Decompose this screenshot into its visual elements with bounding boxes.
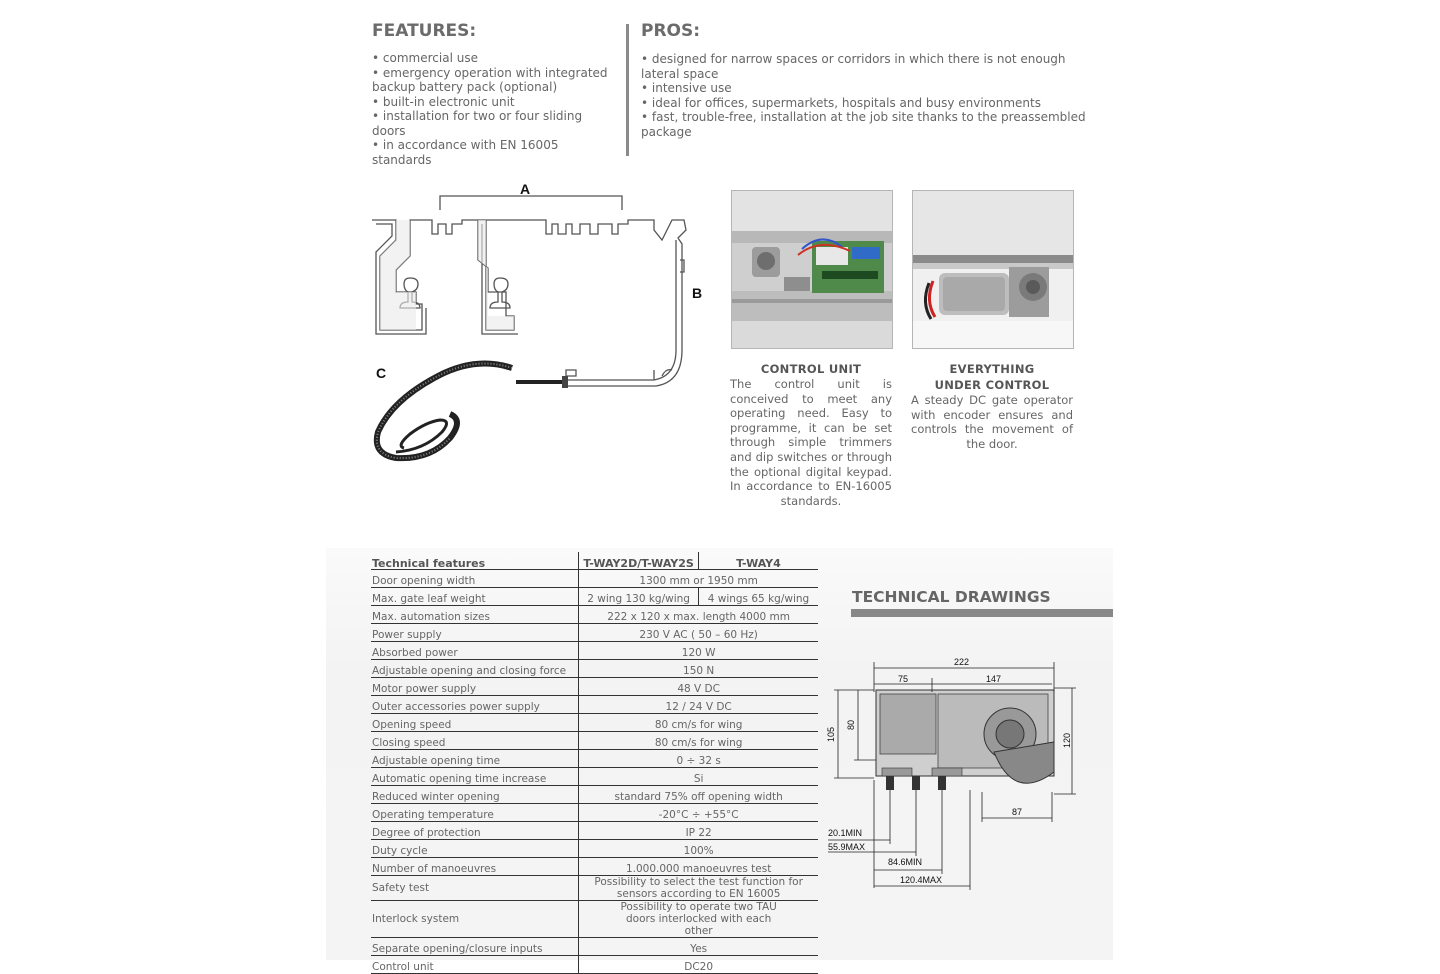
- table-header-col1: T-WAY2D/T-WAY2S: [579, 552, 699, 570]
- pros-list: [641, 52, 1086, 139]
- row-value: 222 x 120 x max. length 4000 mm: [579, 606, 818, 624]
- dim-105: 105: [826, 726, 836, 742]
- table-row: [371, 858, 818, 876]
- pros-title: PROS:: [641, 21, 701, 41]
- features-item: • built-in electronic unit: [372, 95, 612, 110]
- pros-item: • designed for narrow spaces or corridors in which there is not enough lateral space: [641, 52, 1086, 81]
- profile-label-a: A: [520, 181, 531, 197]
- control-unit-caption: [730, 362, 892, 508]
- table-row: [371, 714, 818, 732]
- table-row: [371, 606, 818, 624]
- table-row: [371, 642, 818, 660]
- pros-item: • ideal for offices, supermarkets, hospitals and busy environments: [641, 96, 1086, 111]
- control-unit-photo: [731, 190, 893, 349]
- features-list: [372, 51, 612, 167]
- table-row: [371, 901, 818, 938]
- table-row: [371, 956, 818, 974]
- section-divider: [626, 24, 629, 156]
- table-row: [371, 588, 818, 606]
- table-row: [371, 876, 818, 901]
- dim-20-1-min: 20.1MIN: [828, 828, 863, 838]
- control-unit-title: CONTROL UNIT: [760, 362, 862, 376]
- dim-147: 147: [986, 674, 1002, 684]
- features-title: FEATURES:: [372, 21, 477, 41]
- row-value: 48 V DC: [579, 678, 818, 696]
- features-item: • installation for two or four sliding doors: [372, 109, 612, 138]
- table-row: [371, 732, 818, 750]
- row-label: Adjustable opening and closing force: [371, 660, 579, 678]
- dim-80: 80: [846, 719, 856, 730]
- table-row: [371, 696, 818, 714]
- features-section: [372, 21, 612, 167]
- row-value: 150 N: [579, 660, 818, 678]
- row-label: Automatic opening time increase: [371, 768, 579, 786]
- table-row: [371, 768, 818, 786]
- technical-drawings-title: TECHNICAL DRAWINGS: [852, 588, 1051, 606]
- row-label: Door opening width: [371, 570, 579, 588]
- features-item: • commercial use: [372, 51, 612, 66]
- table-row: [371, 750, 818, 768]
- row-label: Closing speed: [371, 732, 579, 750]
- technical-features-table: [371, 552, 818, 974]
- row-value: 0 ÷ 32 s: [579, 750, 818, 768]
- row-value: 120 W: [579, 642, 818, 660]
- row-value: 80 cm/s for wing: [579, 714, 818, 732]
- pros-item: • fast, trouble-free, installation at the job site thanks to the preassembled package: [641, 110, 1086, 139]
- everything-title-line1: EVERYTHING: [949, 362, 1035, 376]
- row-label: Outer accessories power supply: [371, 696, 579, 714]
- row-value-col2: 4 wings 65 kg/wing: [698, 588, 818, 606]
- row-label: Max. gate leaf weight: [371, 588, 579, 606]
- row-label: Control unit: [371, 956, 579, 974]
- everything-caption: [911, 362, 1073, 451]
- row-value: Si: [579, 768, 818, 786]
- dim-75: 75: [898, 674, 909, 684]
- row-label: Duty cycle: [371, 840, 579, 858]
- row-value: Yes: [579, 938, 818, 956]
- dim-120-4-max: 120.4MAX: [900, 875, 943, 885]
- table-header-label: Technical features: [371, 552, 579, 570]
- row-value: -20°C ÷ +55°C: [579, 804, 818, 822]
- control-unit-text: The control unit is conceived to meet any operating need. Easy to programme, it can be set through simple trimmers and dip switches or through the optional digital keypad. In accordance to EN-16005 standards.: [730, 377, 892, 508]
- features-item: • in accordance with EN 16005 standards: [372, 138, 612, 167]
- row-label: Power supply: [371, 624, 579, 642]
- dim-120: 120: [1062, 732, 1072, 748]
- everything-text: A steady DC gate operator with encoder ensures and controls the movement of the door.: [911, 393, 1073, 451]
- everything-title-line2: UNDER CONTROL: [934, 378, 1050, 392]
- row-label: Interlock system: [371, 901, 579, 938]
- table-row: [371, 570, 818, 588]
- row-value-col1: 2 wing 130 kg/wing: [579, 588, 699, 606]
- row-label: Max. automation sizes: [371, 606, 579, 624]
- row-value: Possibility to operate two TAU doors interlocked with each other: [579, 901, 818, 938]
- row-value: 100%: [579, 840, 818, 858]
- profile-label-b: B: [692, 285, 703, 301]
- dim-84-6-min: 84.6MIN: [888, 857, 923, 867]
- profile-label-c: C: [376, 365, 387, 381]
- table-header-row: [371, 552, 818, 570]
- table-row: [371, 938, 818, 956]
- row-label: Motor power supply: [371, 678, 579, 696]
- dim-87: 87: [1012, 807, 1023, 817]
- table-row: [371, 804, 818, 822]
- row-value: Possibility to select the test function for sensors according to EN 16005: [579, 876, 818, 901]
- pros-section: [641, 21, 1086, 139]
- table-row: [371, 786, 818, 804]
- row-label: Absorbed power: [371, 642, 579, 660]
- row-label: Adjustable opening time: [371, 750, 579, 768]
- dim-55-9-max: 55.9MAX: [828, 842, 866, 852]
- row-label: Opening speed: [371, 714, 579, 732]
- row-value: 12 / 24 V DC: [579, 696, 818, 714]
- row-value: DC20: [579, 956, 818, 974]
- row-label: Safety test: [371, 876, 579, 901]
- row-value: standard 75% off opening width: [579, 786, 818, 804]
- motor-photo: [912, 190, 1074, 349]
- dim-222: 222: [954, 657, 970, 667]
- row-label: Separate opening/closure inputs: [371, 938, 579, 956]
- table-row: [371, 678, 818, 696]
- pros-item: • intensive use: [641, 81, 1086, 96]
- row-label: Number of manoeuvres: [371, 858, 579, 876]
- row-label: Reduced winter opening: [371, 786, 579, 804]
- table-row: [371, 624, 818, 642]
- technical-drawings-bar: [851, 609, 1113, 617]
- technical-drawing: [824, 652, 1088, 892]
- table-row: [371, 822, 818, 840]
- row-value: 80 cm/s for wing: [579, 732, 818, 750]
- row-value: 230 V AC ( 50 – 60 Hz): [579, 624, 818, 642]
- row-value: 1.000.000 manoeuvres test: [579, 858, 818, 876]
- profile-diagram: [366, 180, 711, 465]
- table-row: [371, 840, 818, 858]
- row-value: IP 22: [579, 822, 818, 840]
- table-header-col2: T-WAY4: [698, 552, 818, 570]
- row-label: Degree of protection: [371, 822, 579, 840]
- table-row: [371, 660, 818, 678]
- row-value: 1300 mm or 1950 mm: [579, 570, 818, 588]
- features-item: • emergency operation with integrated backup battery pack (optional): [372, 66, 612, 95]
- row-label: Operating temperature: [371, 804, 579, 822]
